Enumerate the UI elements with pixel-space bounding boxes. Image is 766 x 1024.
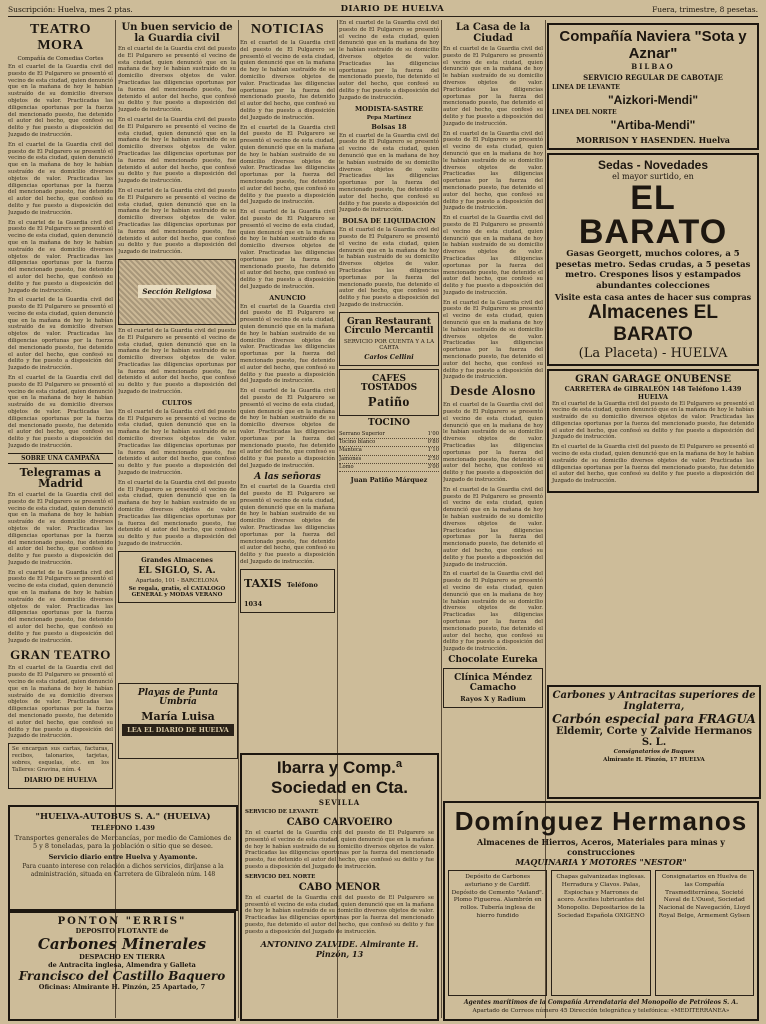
barato-almacenes: Almacenes EL BARATO	[588, 301, 718, 345]
naviera-line-norte: LINEA DEL NORTE	[552, 109, 617, 116]
bus-footer: Para cuanto interese con relación a dichos servicios, diríjanse a la administración, situada en Carretera de Gibraleón núm. 148	[22, 863, 224, 878]
column-rule	[238, 20, 239, 1018]
el-siglo-name: EL SIGLO, S. A.	[138, 565, 216, 576]
carbones-ad	[547, 685, 761, 799]
article-text: En el cuartel de la Guardia civil del puesto de El Pulgarero se presentó el vecino de esta ciudad, quien denunció que en la mañana de hoy le habían sustraído de su domicilio diversos objetos de valor. Practicadas las diligencias oportunas por la fuerza del mencionado puesto, fue detenido el autor del hecho, que confesó su delito y fue puesto a disposición del Juzgado de instrucción.	[8, 665, 113, 740]
article-text: En el cuartel de la Guardia civil del puesto de El Pulgarero se presentó el vecino de esta ciudad, quien denunció que en la mañana de hoy le habían sustraído de su domicilio diversos objetos de valor. Practicadas las diligencias oportunas por la fuerza del mencionado puesto, fue detenido el autor del hecho, que confesó su delito y fue puesto a disposición del Juzgado de instrucción.	[8, 141, 113, 216]
lea-diario-banner: LEA EL DIARIO DE HUELVA	[122, 724, 234, 736]
garage-city: HUELVA	[637, 392, 669, 401]
article-text: En el cuartel de la Guardia civil del puesto de El Pulgarero se presentó el vecino de esta ciudad, quien denunció que en la mañana de hoy le habían sustraído de su domicilio diversos objetos de valor. Practicadas las diligencias oportunas por la fuerza del mencionado puesto, fue detenido el autor del hecho, que confesó su delito y fue puesto a disposición del Juzgado de instrucción.	[443, 571, 543, 653]
ponton-desc-2: de Antracita inglesa, Almendra y Galleta	[48, 961, 196, 969]
article-text: En el cuartel de la Guardia civil del puesto de El Pulgarero se presentó el vecino de esta ciudad, quien denunció que en la mañana de hoy le habían sustraído de su domicilio diversos objetos de valor. Practicadas las diligencias oportunas por la fuerza del mencionado puesto, fue detenido el autor del hecho, que confesó su delito y fue puesto a disposición del Juzgado de instrucción.	[339, 20, 439, 101]
price-row: Serrano Superior 1'00	[339, 431, 439, 439]
article-text: En el cuartel de la Guardia civil del puesto de El Pulgarero se presentó el vecino de esta ciudad, quien denunció que en la mañana de hoy le habían sustraído de su domicilio diversos objetos de valor. Practicadas las diligencias oportunas por la fuerza del mencionado puesto, fue detenido el autor del hecho, que confesó su delito y fue puesto a disposición del Juzgado de instrucción.	[443, 130, 543, 212]
teatro-mora-heading: TEATRO MORA	[29, 22, 92, 53]
clinica-heading: Clínica Méndez Camacho	[454, 673, 532, 693]
naviera-title: Compañía Naviera "Sota y Aznar"	[559, 28, 747, 62]
modista-name: Pepa Martínez	[366, 114, 412, 121]
article-text: En el cuartel de la Guardia civil del puesto de El Pulgarero se presentó el vecino de esta ciudad, quien denunció que en la mañana de hoy le habían sustraído de su domicilio diversos objetos de valor. Practicadas las diligencias oportunas por la fuerza del mencionado puesto, fue detenido el autor del hecho, que confesó su delito y fue puesto a disposición del Juzgado de instrucción.	[240, 303, 335, 385]
ponton-desc: DESPACHO EN TIERRA	[79, 953, 165, 961]
article-text: En el cuartel de la Guardia civil del puesto de El Pulgarero se presentó el vecino de esta ciudad, quien denunció que en la mañana de hoy le habían sustraído de su domicilio diversos objetos de valor. Practicadas las diligencias oportunas por la fuerza del mencionado puesto, fue detenido el autor del hecho, que confesó su delito y fue puesto a disposición del Juzgado de instrucción.	[8, 64, 113, 138]
teatro-mora-subheading: Compañía de Comedias Cortes	[17, 56, 104, 62]
ponton-big: Carbones Minerales	[37, 935, 207, 953]
column-4	[339, 20, 439, 744]
chocolate-heading: Chocolate Eureka	[448, 654, 538, 665]
article-text: En el cuartel de la Guardia civil del puesto de El Pulgarero se presentó el vecino de esta ciudad, quien denunció que en la mañana de hoy le habían sustraído de su domicilio diversos objetos de valor. Practicadas las diligencias oportunas por la fuerza del mencionado puesto, fue detenido el autor del hecho, que confesó su delito y fue puesto a disposición del Juzgado de instrucción.	[443, 46, 543, 127]
article-text: En el cuartel de la Guardia civil del puesto de El Pulgarero se presentó el vecino de esta ciudad, quien denunció que en la mañana de hoy le habían sustraído de su domicilio diversos objetos de valor. Practicadas las diligencias oportunas por la fuerza del mencionado puesto, fue detenido el autor del hecho, que confesó su delito y fue puesto a disposición del Juzgado de instrucción.	[240, 40, 335, 121]
naviera-ship-1: "Aizkori-Mendi"	[607, 93, 699, 107]
dominguez-col-3: Consignatarios en Huelva de las Compañía Trasmediterránea, Societé Naval de L'Ouest, Sociedad Nacional de Navegación, Lloyd Royal Belge, Armement Gylsen	[655, 870, 754, 996]
ponton-sub: DEPOSITO FLOTANTE de	[75, 927, 169, 935]
naviera-ad	[547, 23, 759, 150]
article-text: En el cuartel de la Guardia civil del puesto de El Pulgarero se presentó el vecino de esta ciudad, quien denunció que en la mañana de hoy le habían sustraído de su domicilio diversos objetos de valor. Practicadas las diligencias oportunas por la fuerza del mencionado puesto, fue detenido el autor del hecho, que confesó su delito y fue puesto a disposición del Juzgado de instrucción.	[118, 327, 236, 396]
article-text: En el cuartel de la Guardia civil del puesto de El Pulgarero se presentó el vecino de esta ciudad, quien denunció que en la mañana de hoy le habían sustraído de su domicilio diversos objetos de valor. Practicadas las diligencias oportunas por la fuerza del mencionado puesto, fue detenido el autor del hecho, que confesó su delito y fue puesto a disposición del Juzgado de instrucción.	[245, 894, 434, 935]
carbones-line-3: Eldemir, Corte y Zalvide Hermanos S. L.	[555, 726, 753, 748]
article-text: En el cuartel de la Guardia civil del puesto de El Pulgarero se presentó el vecino de esta ciudad, quien denunció que en la mañana de hoy le habían sustraído de su domicilio diversos objetos de valor. Practicadas las diligencias oportunas por la fuerza del mencionado puesto, fue detenido el autor del hecho, que confesó su delito y fue puesto a disposición del Juzgado de instrucción.	[443, 402, 543, 484]
ponton-ad	[8, 911, 236, 1021]
el-barato-ad	[547, 153, 759, 366]
barato-sub: el mayor surtido, en	[612, 172, 694, 181]
naviera-agents: MORRISON Y HASENDEN. Huelva	[576, 135, 730, 145]
campaign-kicker: SOBRE UNA CAMPAÑA	[8, 453, 113, 464]
article-text: En el cuartel de la Guardia civil del puesto de El Pulgarero se presentó el vecino de esta ciudad, quien denunció que en la mañana de hoy le habían sustraído de su domicilio diversos objetos de valor. Practicadas las diligencias oportunas por la fuerza del mencionado puesto, fue detenido el autor del hecho, que confesó su delito y fue puesto a disposición del Juzgado de instrucción.	[118, 46, 236, 114]
religious-section-label: Sección Religiosa	[138, 285, 215, 298]
juan-patino-name: Juan Patiño Márquez	[350, 476, 428, 485]
column-3	[240, 20, 335, 744]
playas-title: Playas de Punta Umbría	[137, 688, 219, 708]
bus-service: Servicio diario entre Huelva y Ayamonte.	[48, 853, 198, 862]
carbones-line-5: Almirante H. Pinzón, 17 HUELVA	[603, 757, 705, 763]
noticias-heading: NOTICIAS	[250, 22, 325, 37]
price-row: Tocino blanco 0'80	[339, 439, 439, 447]
dominguez-title: Domínguez Hermanos	[454, 806, 748, 836]
huelva-autobus-ad	[8, 805, 238, 911]
article-text: En el cuartel de la Guardia civil del puesto de El Pulgarero se presentó el vecino de esta ciudad, quien denunció que en la mañana de hoy le habían sustraído de su domicilio diversos objetos de valor. Practicadas las diligencias oportunas por la fuerza del mencionado puesto, fue detenido el autor del hecho, que confesó su delito y fue puesto a disposición del Juzgado de instrucción.	[118, 116, 236, 185]
bus-body: Transportes generales de Mercancías, por medio de Camiones de 5 y 8 toneladas, para la población o sitio que se desee.	[14, 834, 232, 851]
boat-name: María Luisa	[141, 709, 215, 723]
diario-print-ad	[8, 743, 113, 789]
price-row: Lomo 3'00	[339, 464, 439, 472]
ibarra-label-levante: SERVICIO DE LEVANTE	[245, 809, 319, 815]
article-text: En el cuartel de la Guardia civil del puesto de El Pulgarero se presentó el vecino de esta ciudad, quien denunció que en la mañana de hoy le habían sustraído de su domicilio diversos objetos de valor. Practicadas las diligencias oportunas por la fuerza del mencionado puesto, fue detenido el autor del hecho, que confesó su delito y fue puesto a disposición del Juzgado de instrucción.	[8, 219, 113, 294]
ibarra-ad	[240, 753, 439, 1021]
column-6-ads	[547, 20, 759, 794]
el-siglo-city: Apartado, 101 - BARCELONA	[135, 578, 219, 585]
anuncio-heading: ANUNCIO	[269, 293, 306, 302]
bolsas-heading: Bolsas 18	[371, 122, 407, 131]
bolsa-liquidacion-heading: BOLSA DE LIQUIDACION	[342, 217, 436, 226]
garage-title: GRAN GARAGE ONUBENSE	[575, 373, 731, 385]
tocino-heading: TOCINO	[368, 418, 410, 429]
dominguez-sub: Almacenes de Hierros, Aceros, Materiales para minas y construcciones	[477, 837, 725, 857]
article-text: En el cuartel de la Guardia civil del puesto de El Pulgarero se presentó el vecino de esta ciudad, quien denunció que en la mañana de hoy le habían sustraído de su domicilio diversos objetos de valor. Practicadas las diligencias oportunas por la fuerza del mencionado puesto, fue detenido el autor del hecho, que confesó su delito y fue puesto a disposición del Juzgado de instrucción.	[8, 569, 113, 644]
ibarra-title: Ibarra y Comp.ª Sociedad en Cta.	[271, 758, 408, 797]
column-2	[118, 20, 236, 784]
carbones-line-4: Consignatarios de Buques	[613, 749, 695, 755]
subscription-outside: Fuera, trimestre, 8 pesetas.	[652, 4, 758, 14]
bus-phone: TELÉFONO 1.439	[91, 824, 155, 832]
ponton-owner: Francisco del Castillo Baquero	[18, 969, 226, 983]
religious-section-illustration	[118, 259, 236, 325]
article-text: En el cuartel de la Guardia civil del puesto de El Pulgarero se presentó el vecino de esta ciudad, quien denunció que en la mañana de hoy le habían sustraído de su domicilio diversos objetos de valor. Practicadas las diligencias oportunas por la fuerza del mencionado puesto, fue detenido el autor del hecho, que confesó su delito y fue puesto a disposición del Juzgado de instrucción.	[245, 830, 434, 870]
article-text: En el cuartel de la Guardia civil del puesto de El Pulgarero se presentó el vecino de esta ciudad, quien denunció que en la mañana de hoy le habían sustraído de su domicilio diversos objetos de valor. Practicadas las diligencias oportunas por la fuerza del mencionado puesto, fue detenido el autor del hecho, que confesó su delito y fue puesto a disposición del Juzgado de instrucción.	[8, 375, 113, 450]
article-text: En el cuartel de la Guardia civil del puesto de El Pulgarero se presentó el vecino de esta ciudad, quien denunció que en la mañana de hoy le habían sustraído de su domicilio diversos objetos de valor. Practicadas las diligencias oportunas por la fuerza del mencionado puesto, fue detenido el autor del hecho, que confesó su delito y fue puesto a disposición del Juzgado de instrucción.	[339, 227, 439, 308]
article-text: En el cuartel de la Guardia civil del puesto de El Pulgarero se presentó el vecino de esta ciudad, quien denunció que en la mañana de hoy le habían sustraído de su domicilio diversos objetos de valor. Practicadas las diligencias oportunas por la fuerza del mencionado puesto, fue detenido el autor del hecho, que confesó su delito y fue puesto a disposición del Juzgado de instrucción.	[240, 484, 335, 566]
clinica-sub: Rayos X y Radium	[460, 695, 526, 704]
article-text: En el cuartel de la Guardia civil del puesto de El Pulgarero se presentó el vecino de esta ciudad, quien denunció que en la mañana de hoy le habían sustraído de su domicilio diversos objetos de valor. Practicadas las diligencias oportunas por la fuerza del mencionado puesto, fue detenido el autor del hecho, que confesó su delito y fue puesto a disposición del Juzgado de instrucción.	[118, 408, 236, 477]
article-text: En el cuartel de la Guardia civil del puesto de El Pulgarero se presentó el vecino de esta ciudad, quien denunció que en la mañana de hoy le habían sustraído de su domicilio diversos objetos de valor. Practicadas las diligencias oportunas por la fuerza del mencionado puesto, fue detenido el autor del hecho, que confesó su delito y fue puesto a disposición del Juzgado de instrucción.	[118, 479, 236, 548]
ibarra-ship-2: CABO MENOR	[298, 881, 381, 893]
telegramas-heading: Telegramas a Madrid	[19, 465, 102, 491]
barato-name: EL BARATO	[578, 179, 728, 251]
guardia-civil-heading: Un buen servicio de la Guardia civil	[121, 22, 233, 44]
page-header-strip	[8, 2, 758, 17]
masthead: DIARIO DE HUELVA	[340, 4, 445, 14]
column-rule	[441, 20, 442, 1018]
column-1	[8, 20, 113, 904]
dominguez-columns	[448, 870, 754, 996]
naviera-service: SERVICIO REGULAR DE CABOTAJE	[583, 73, 723, 82]
ponton-address: Oficinas: Almirante H. Pinzón, 25 Apartado, 7	[38, 983, 206, 991]
dominguez-footer-2: Apartado de Correos número 45 Dirección telegráfica y telefónica: «MEDITERRANEA»	[472, 1008, 730, 1014]
article-text: En el cuartel de la Guardia civil del puesto de El Pulgarero se presentó el vecino de esta ciudad, quien denunció que en la mañana de hoy le habían sustraído de su domicilio diversos objetos de valor. Practicadas las diligencias oportunas por la fuerza del mencionado puesto, fue detenido el autor del hecho, que confesó su delito y fue puesto a disposición del Juzgado de instrucción.	[240, 209, 335, 290]
article-text: En el cuartel de la Guardia civil del puesto de El Pulgarero se presentó el vecino de esta ciudad, quien denunció que en la mañana de hoy le habían sustraído de su domicilio diversos objetos de valor. Practicadas las diligencias oportunas por la fuerza del mencionado puesto, fue detenido el autor del hecho, que confesó su delito y fue puesto a disposición del Juzgado de instrucción.	[240, 388, 335, 470]
article-text: En el cuartel de la Guardia civil del puesto de El Pulgarero se presentó el vecino de esta ciudad, quien denunció que en la mañana de hoy le habían sustraído de su domicilio diversos objetos de valor. Practicadas las diligencias oportunas por la fuerza del mencionado puesto, fue detenido el autor del hecho, que confesó su delito y fue puesto a disposición del Juzgado de instrucción.	[118, 187, 236, 256]
price-row: Manteca 1'10	[339, 447, 439, 455]
barato-location: (La Placeta) - HUELVA	[578, 345, 728, 361]
price-row: Jamones 2'50	[339, 456, 439, 464]
naviera-ship-2: "Artiba-Mendi"	[610, 118, 696, 132]
diario-print-ad-title: DIARIO DE HUELVA	[23, 776, 98, 785]
taxis-ad	[240, 569, 335, 613]
ibarra-ship-1: CABO CARVOEIRO	[286, 817, 393, 828]
alas-senoras-heading: A las señoras	[254, 471, 321, 482]
playas-ad	[118, 683, 238, 759]
barato-top: Sedas - Novedades	[597, 158, 709, 172]
barato-visit: Visite esta casa antes de hacer sus compras	[554, 291, 752, 302]
modista-heading: MODISTA-SASTRE	[354, 104, 424, 113]
article-text: En el cuartel de la Guardia civil del puesto de El Pulgarero se presentó el vecino de esta ciudad, quien denunció que en la mañana de hoy le habían sustraído de su domicilio diversos objetos de valor. Practicadas las diligencias oportunas por la fuerza del mencionado puesto, fue detenido el autor del hecho, que confesó su delito y fue puesto a disposición del Juzgado de instrucción.	[552, 400, 754, 441]
gran-restaurant-heading: Gran Restaurant Círculo Mercantil	[344, 316, 434, 337]
ponton-title: PONTON "ERRIS"	[57, 916, 187, 927]
diario-print-ad-text: Se encargan sus cartas, facturas, recibos, talonarios, tarjetas, sobres, esquelas, etc. en los Talleres: Gravina, núm. 4	[12, 746, 109, 773]
dominguez-col-1: Depósito de Carbones asturiano y de Cardiff. Depósito de Cemento "Asland". Plomo Figueroa. Alambrón en rollos. Tubería inglesa de hierro fundido	[448, 870, 547, 996]
ibarra-label-norte: SERVICIO DEL NORTE	[245, 873, 316, 880]
garage-sub: CARRETERA de GIBRALEÓN 148 Teléfono 1.439	[564, 384, 742, 393]
dominguez-ad	[443, 801, 759, 1021]
carbones-line-1: Carbones y Antracitas superiores de Inglaterra,	[552, 690, 756, 712]
casa-ciudad-heading: La Casa de la Ciudad	[455, 22, 531, 44]
cultos-heading: CULTOS	[161, 398, 193, 407]
cafes-ad	[339, 369, 439, 417]
carbones-line-2: Carbón especial para FRAGUA	[552, 712, 756, 726]
dominguez-col-2: Chapas galvanizadas inglesas. Herradura y Clavos. Palas, Espiochas y Marrones de acero. Aceites lubricantes del Monopolio. Depositarios de la Sociedad Española OXIGENO	[551, 870, 650, 996]
article-text: En el cuartel de la Guardia civil del puesto de El Pulgarero se presentó el vecino de esta ciudad, quien denunció que en la mañana de hoy le habían sustraído de su domicilio diversos objetos de valor. Practicadas las diligencias oportunas por la fuerza del mencionado puesto, fue detenido el autor del hecho, que confesó su delito y fue puesto a disposición del Juzgado de instrucción.	[339, 132, 439, 214]
bus-title: "HUELVA-AUTOBUS S. A." (HUELVA)	[35, 812, 211, 822]
patino-brand: Patiño	[368, 395, 410, 411]
el-siglo-kicker: Grandes Almacenes	[141, 555, 213, 564]
el-siglo-offer: Se regala, gratis, el CATALOGO GENERAL y MODAS VERANO	[128, 586, 226, 599]
column-5	[443, 20, 543, 794]
article-text: En el cuartel de la Guardia civil del puesto de El Pulgarero se presentó el vecino de esta ciudad, quien denunció que en la mañana de hoy le habían sustraído de su domicilio diversos objetos de valor. Practicadas las diligencias oportunas por la fuerza del mencionado puesto, fue detenido el autor del hecho, que confesó su delito y fue puesto a disposición del Juzgado de instrucción.	[8, 297, 113, 372]
gran-restaurant-ad	[339, 312, 439, 366]
servicio-carta: SERVICIO POR CUENTA Y A LA CARTA	[343, 338, 435, 351]
subscription-info: Suscripción: Huelva, mes 2 ptas.	[8, 4, 133, 14]
article-text: En el cuartel de la Guardia civil del puesto de El Pulgarero se presentó el vecino de esta ciudad, quien denunció que en la mañana de hoy le habían sustraído de su domicilio diversos objetos de valor. Practicadas las diligencias oportunas por la fuerza del mencionado puesto, fue detenido el autor del hecho, que confesó su delito y fue puesto a disposición del Juzgado de instrucción.	[8, 491, 113, 566]
desde-alosno-heading: Desde Alosno	[450, 384, 536, 400]
dominguez-footer: Agentes marítimos de la Compañía Arrendataria del Monopolio de Petróleos S. A.	[463, 999, 739, 1006]
garage-ad	[547, 369, 759, 494]
clinica-ad	[443, 668, 543, 708]
ibarra-city: SEVILLA	[318, 798, 361, 807]
barato-offers: Gasas Georgett, muchos colores, a 5 pesetas metro. Sedas crudas, a 5 pesetas metro. Crespones lisos y estampados abundantes colecciones	[555, 249, 751, 291]
article-text: En el cuartel de la Guardia civil del puesto de El Pulgarero se presentó el vecino de esta ciudad, quien denunció que en la mañana de hoy le habían sustraído de su domicilio diversos objetos de valor. Practicadas las diligencias oportunas por la fuerza del mencionado puesto, fue detenido el autor del hecho, que confesó su delito y fue puesto a disposición del Juzgado de instrucción.	[443, 486, 543, 568]
article-text: En el cuartel de la Guardia civil del puesto de El Pulgarero se presentó el vecino de esta ciudad, quien denunció que en la mañana de hoy le habían sustraído de su domicilio diversos objetos de valor. Practicadas las diligencias oportunas por la fuerza del mencionado puesto, fue detenido el autor del hecho, que confesó su delito y fue puesto a disposición del Juzgado de instrucción.	[240, 124, 335, 206]
propietario-name: Carlos Cellini	[364, 352, 414, 361]
naviera-city: BILBAO	[631, 62, 675, 71]
naviera-line-levante: LINEA DE LEVANTE	[552, 84, 620, 91]
article-text: En el cuartel de la Guardia civil del puesto de El Pulgarero se presentó el vecino de esta ciudad, quien denunció que en la mañana de hoy le habían sustraído de su domicilio diversos objetos de valor. Practicadas las diligencias oportunas por la fuerza del mencionado puesto, fue detenido el autor del hecho, que confesó su delito y fue puesto a disposición del Juzgado de instrucción.	[443, 215, 543, 296]
ibarra-agent: ANTONINO ZALVIDE. Almirante H. Pinzón, 13	[260, 938, 419, 959]
dominguez-sub2: MAQUINARIA Y MOTORES "NESTOR"	[515, 857, 687, 867]
article-text: En el cuartel de la Guardia civil del puesto de El Pulgarero se presentó el vecino de esta ciudad, quien denunció que en la mañana de hoy le habían sustraído de su domicilio diversos objetos de valor. Practicadas las diligencias oportunas por la fuerza del mencionado puesto, fue detenido el autor del hecho, que confesó su delito y fue puesto a disposición del Juzgado de instrucción.	[552, 444, 754, 485]
article-text: En el cuartel de la Guardia civil del puesto de El Pulgarero se presentó el vecino de esta ciudad, quien denunció que en la mañana de hoy le habían sustraído de su domicilio diversos objetos de valor. Practicadas las diligencias oportunas por la fuerza del mencionado puesto, fue detenido el autor del hecho, que confesó su delito y fue puesto a disposición del Juzgado de instrucción.	[443, 299, 543, 381]
cafes-heading: CAFES TOSTADOS	[360, 373, 418, 393]
taxis-phone: Teléfono 1034	[244, 580, 318, 608]
taxis-heading: TAXIS	[244, 576, 282, 590]
gran-teatro-heading: GRAN TEATRO	[10, 647, 111, 663]
el-siglo-ad	[118, 551, 236, 603]
